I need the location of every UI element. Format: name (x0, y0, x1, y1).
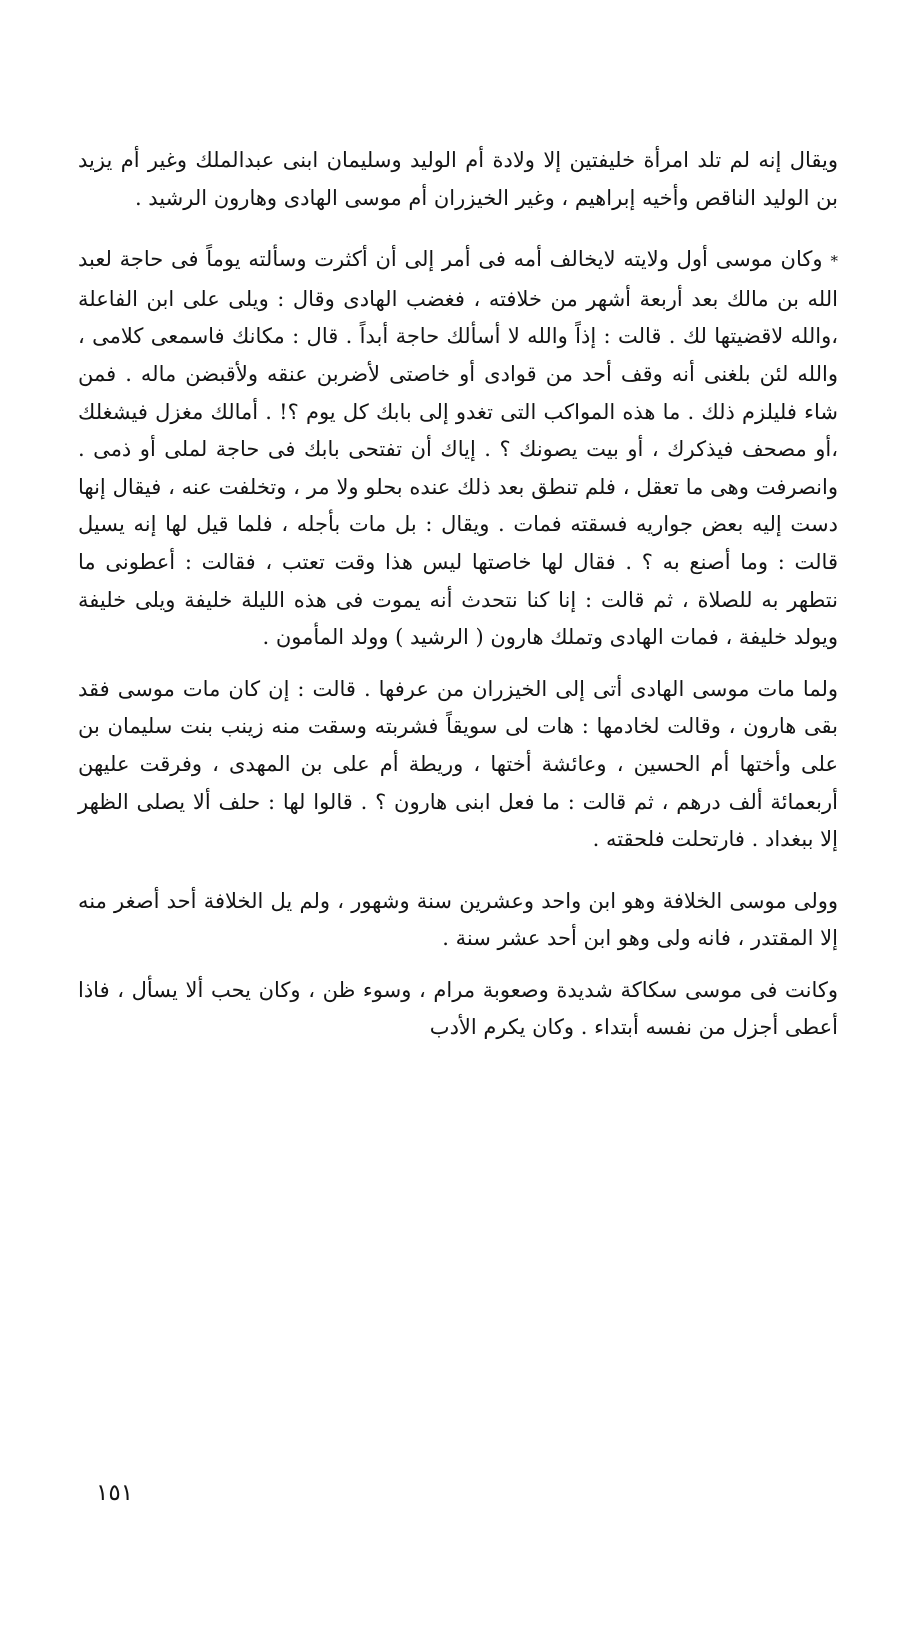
paragraph-text: وكانت فى موسى سكاكة شديدة وصعوبة مرام ، وسوء ظن ، وكان يحب ألا يسأل ، فاذا أعطى أجزل من نفسه أبتداء . وكان يكرم الأدب (78, 977, 838, 1040)
page-number: ١٥١ (96, 1480, 134, 1506)
paragraph-text: ويقال إنه لم تلد امرأة خليفتين إلا ولادة أم الوليد وسليمان ابنى عبدالملك وغير أم يزيد بن الوليد الناقص وأخيه إبراهيم ، وغير الخيزران أم موسى الهادى وهارون الرشيد . (78, 148, 838, 210)
paragraph-text: ولما مات موسى الهادى أتى إلى الخيزران من عرفها . قالت : إن كان مات موسى فقد بقى هارون ، وقالت لخادمها : هات لى سويقاً فشربته وسقت منه زينب بنت سليمان بن على وأختها أم الحسين ، وعائشة أختها ، وريطة أم على بن المهدى ، وفرقت عليهن أربعمائة ألف درهم ، ثم قالت : ما فعل ابنى هارون ؟ . قالوا لها : حلف ألا يصلى الظهر إلا ببغداد . فارتحلت فلحقته . (78, 676, 838, 852)
paragraph-5 (78, 972, 838, 1047)
paragraph-text: وولى موسى الخلافة وهو ابن واحد وعشرين سنة وشهور ، ولم يل الخلافة أحد أصغر منه إلا المقتدر ، فانه ولى وهو ابن أحد عشر سنة . (78, 888, 838, 951)
paragraph-4 (78, 883, 838, 958)
paragraph-2 (78, 241, 838, 657)
paragraph-3 (78, 671, 838, 859)
paragraph-marker: * (830, 252, 838, 271)
page-body (78, 142, 838, 1047)
paragraph-text: وكان موسى أول ولايته لايخالف أمه فى أمر إلى أن أكثرت وسألته يوماً فى حاجة لعبد الله بن مالك بعد أربعة أشهر من خلافته ، فغضب الهادى وقال : ويلى على ابن الفاعلة ،والله لاقضيتها لك . قالت : إذاً والله لا أسألك حاجة أبداً . قال : مكانك فاسمعى كلامى ، والله لئن بلغنى أنه وقف أحد من قوادى أو خاصتى لأضربن عنقه ولأقبضن ماله . فمن شاء فليلزم ذلك . ما هذه المواكب التى تغدو إلى بابك كل يوم ؟! . أمالك مغزل فيشغلك ،أو مصحف فيذكرك ، أو بيت يصونك ؟ . إياك أن تفتحى بابك فى حاجة لملى أو ذمى . وانصرفت وهى ما تعقل ، فلم تنطق بعد ذلك عنده بحلو ولا مر ، وتخلفت عنه ، فيقال إنها دست إليه بعض جواريه فسقته فمات . ويقال : بل مات بأجله ، فلما قيل لها إنه يسيل قالت : وما أصنع به ؟ . فقال لها خاصتها ليس هذا وقت تعتب ، فقالت : أعطونى ما نتطهر به للصلاة ، ثم قالت : إنا كنا نتحدث أنه يموت فى هذه الليلة خليفة ويلى خليفة ويولد خليفة ، فمات الهادى وتملك هارون ( الرشيد ) وولد المأمون . (78, 247, 838, 650)
paragraph-1 (78, 142, 838, 217)
